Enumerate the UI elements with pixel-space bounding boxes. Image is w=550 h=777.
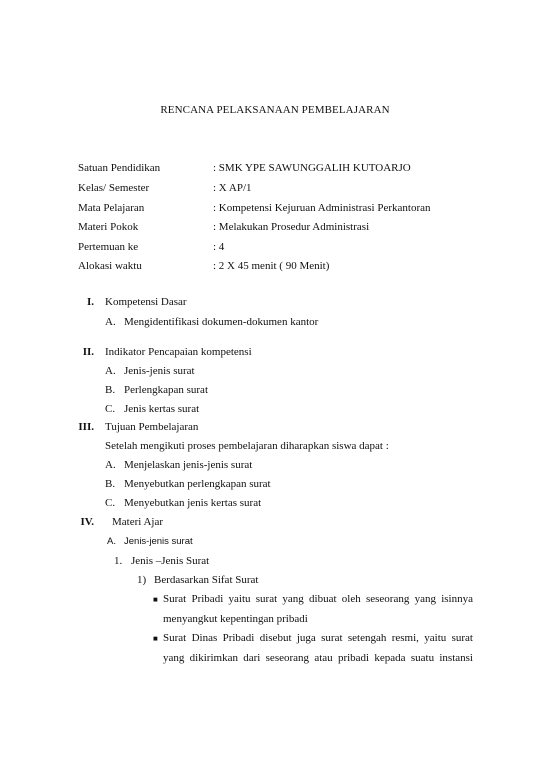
section-intro: Setelah mengikuti proses pembelajaran diharapkan siswa dapat :	[105, 440, 389, 452]
section-heading: Materi Ajar	[112, 516, 164, 528]
list-item: Menyebutkan perlengkapan surat	[124, 478, 271, 490]
list-item: Jenis-jenis surat	[124, 365, 195, 377]
bullet-text-line: Surat Dinas Pribadi disebut juga surat setengah resmi, yaitu surat	[163, 632, 473, 644]
identity-value: : SMK YPE SAWUNGGALIH KUTOARJO	[213, 162, 411, 174]
list-item: Mengidentifikasi dokumen-dokumen kantor	[124, 316, 319, 328]
identity-label: Satuan Pendidikan	[78, 162, 161, 174]
list-item: Menjelaskan jenis-jenis surat	[124, 459, 253, 471]
list-number: 1)	[137, 574, 147, 586]
list-item: Perlengkapan surat	[124, 384, 208, 396]
list-letter: A.	[105, 316, 116, 328]
document-title: RENCANA PELAKSANAAN PEMBELAJARAN	[160, 104, 390, 116]
identity-label: Materi Pokok	[78, 221, 139, 233]
section-number: II.	[82, 346, 94, 358]
identity-value: : 2 X 45 menit ( 90 Menit)	[213, 260, 330, 272]
list-letter: B.	[105, 384, 116, 396]
section-heading: Kompetensi Dasar	[105, 296, 187, 308]
identity-value: : Melakukan Prosedur Administrasi	[213, 221, 370, 233]
identity-value: : X AP/1	[213, 182, 252, 194]
subsection-heading: Jenis-jenis surat	[124, 536, 193, 547]
section-heading: Indikator Pencapaian kompetensi	[105, 346, 252, 358]
section-number: IV.	[80, 516, 94, 528]
list-number: 1.	[114, 555, 123, 567]
list-letter: C.	[105, 403, 116, 415]
list-letter: A.	[107, 536, 116, 547]
identity-label: Mata Pelajaran	[78, 202, 145, 214]
list-letter: C.	[105, 497, 116, 509]
subsection-heading: Berdasarkan Sifat Surat	[154, 574, 259, 586]
identity-label: Kelas/ Semester	[78, 182, 150, 194]
identity-label: Pertemuan ke	[78, 241, 139, 253]
section-number: III.	[78, 421, 94, 433]
bullet-text-line: yang dikirimkan dari seseorang atau pribadi kepada suatu instansi	[163, 652, 473, 664]
section-number: I.	[86, 296, 94, 308]
list-letter: B.	[105, 478, 116, 490]
identity-value: : 4	[213, 241, 225, 253]
bullet-text-line: Surat Pribadi yaitu surat yang dibuat oleh seseorang yang isinnya	[163, 593, 473, 605]
list-item: Menyebutkan jenis kertas surat	[124, 497, 262, 509]
square-bullet-icon: ■	[153, 634, 158, 643]
square-bullet-icon: ■	[153, 595, 158, 604]
identity-label: Alokasi waktu	[78, 260, 142, 272]
identity-value: : Kompetensi Kejuruan Administrasi Perkantoran	[213, 202, 431, 214]
list-item: Jenis kertas surat	[124, 403, 200, 415]
list-letter: A.	[105, 365, 116, 377]
list-letter: A.	[105, 459, 116, 471]
section-heading: Tujuan Pembelajaran	[105, 421, 199, 433]
bullet-text-line: menyangkut kepentingan pribadi	[163, 613, 308, 625]
subsection-heading: Jenis –Jenis Surat	[131, 555, 210, 567]
